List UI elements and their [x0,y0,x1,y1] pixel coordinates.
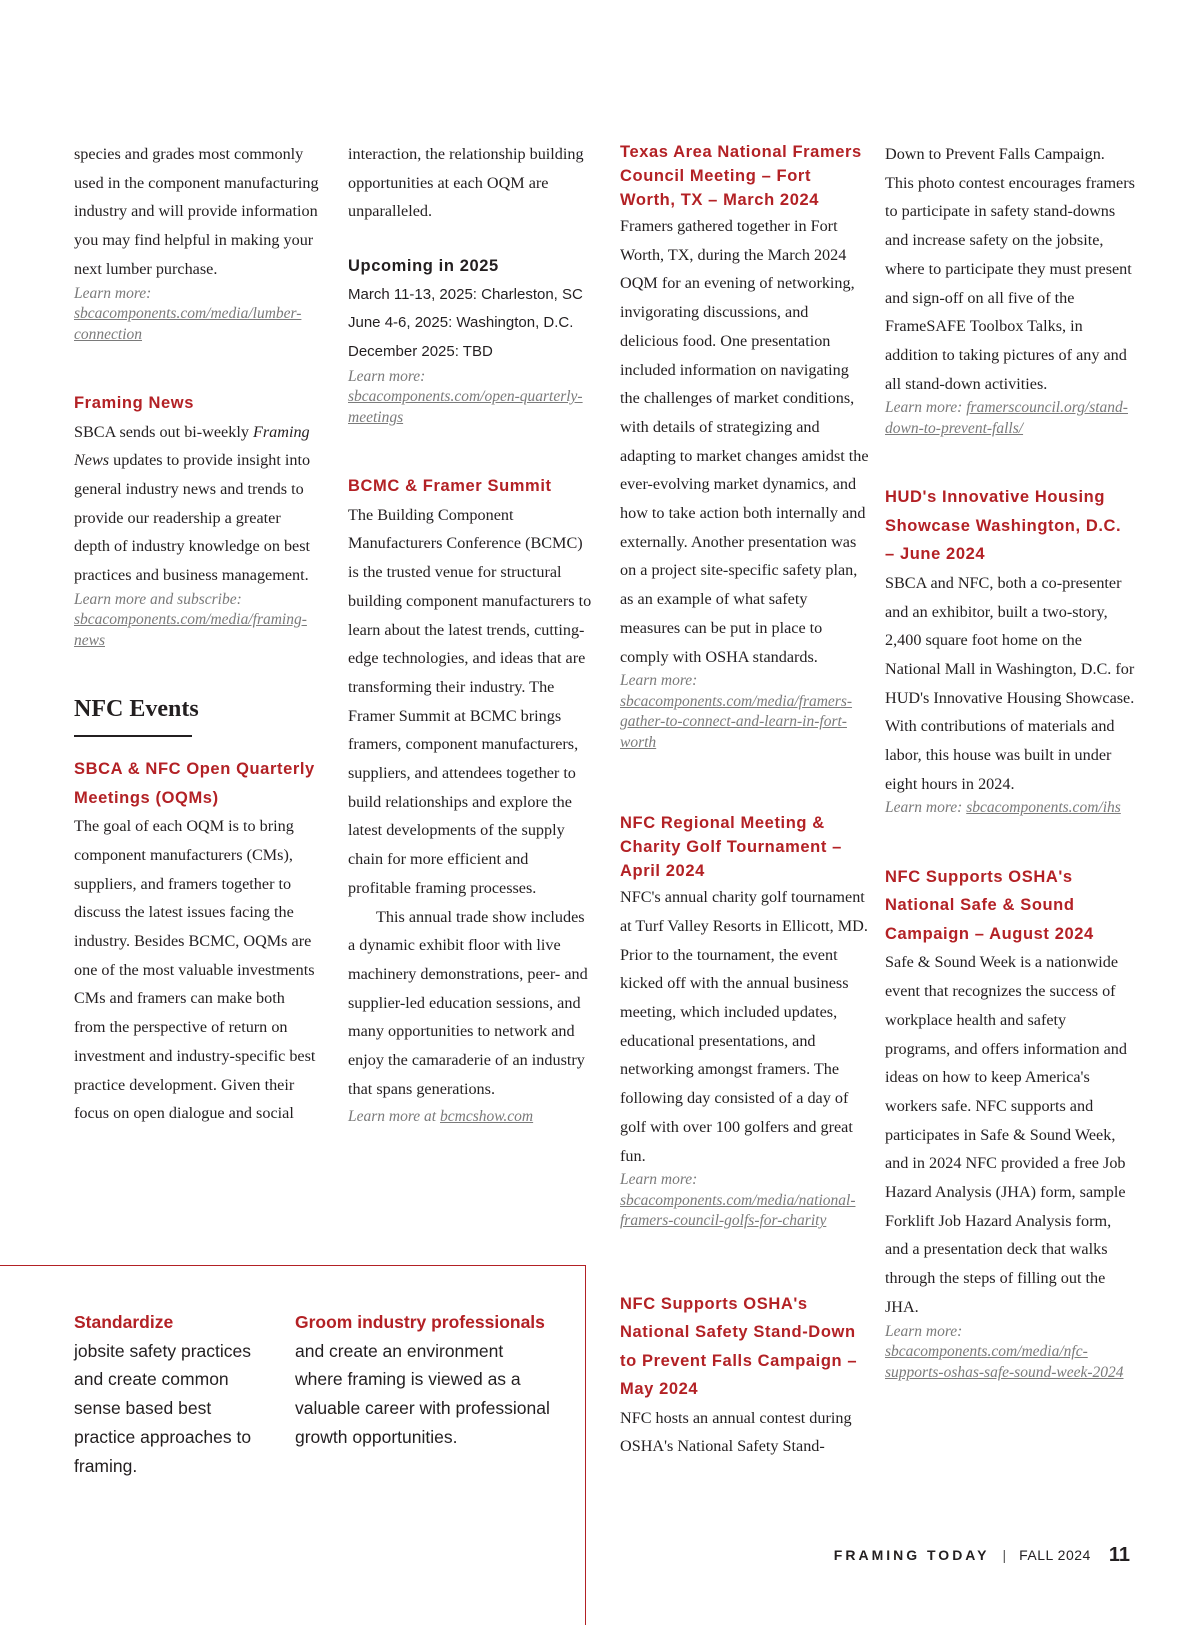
column-2 [348,140,593,1128]
standdown-learn-more [885,398,1135,439]
bcmc-text: The Building Component Manufacturers Conference (BCMC) is the trusted venue for structural building component manufacturers to learn about the latest trends, cutting-edge technologies, and ideas that are transforming their industry. The Framer Summit at BCMC brings framers, component manufacturers, suppliers, and attendees together to build relationships and explore the latest developments of the supply chain for more efficient and profitable framing processes. [348,505,592,897]
texas-learn-more [620,671,870,753]
callout-text: and create an environment where framing is viewed as a valuable career with professional growth opportunities. [295,1340,550,1447]
page-number: 11 [1108,1543,1130,1566]
standdown-link[interactable]: framerscouncil.org/stand-down-to-prevent-falls/ [885,399,1128,437]
callout-item-groom [295,1308,555,1452]
golf-tournament-link[interactable]: sbcacomponents.com/media/national-framers-council-golfs-for-charity [620,1191,856,1230]
bcmc-text-2: This annual trade show includes a dynamic exhibit floor with live machinery demonstrations, peer- and supplier-led education sessions, and many opportunities to network and enjoy the camaraderie of an industry that spans generations. [348,907,588,1098]
hud-learn-more [885,798,1135,819]
learn-more-label: Learn more: [885,399,967,417]
safe-sound-heading: NFC Supports OSHA's National Safe & Sound Campaign – August 2024 [885,867,1094,943]
texas-meeting-link[interactable]: sbcacomponents.com/media/framers-gather-to-connect-and-learn-in-fort-worth [620,692,853,751]
callout-text: jobsite safety practices and create common sense based best practice approaches to framing. [74,1340,252,1476]
upcoming-item: December 2025: TBD [348,343,493,361]
hud-showcase-text: SBCA and NFC, both a co-presenter and an exhibitor, built a two-story, 2,400 square foot home on the National Mall in Washington, D.C. for HUD's Innovative Housing Showcase. With contributions of materials and labor, this house was built in under eight hours in 2024. [885,573,1135,793]
safe-sound-link[interactable]: sbcacomponents.com/media/nfc-supports-oshas-safe-sound-week-2024 [885,1343,1124,1381]
upcoming-heading: Upcoming in 2025 [348,257,499,276]
nfc-events-title: NFC Events [74,695,192,737]
callout-heading: Groom industry professionals [295,1312,545,1332]
learn-more-label: Learn more: [74,284,152,302]
learn-more-label: Learn more: [348,367,426,385]
magazine-name: FRAMING TODAY [833,1547,990,1563]
learn-more-label: Learn more: [885,799,967,817]
callout-heading: Standardize [74,1312,174,1332]
learn-more-label: Learn more: [620,672,698,690]
issue-label: FALL 2024 [1019,1547,1091,1563]
lumber-connection-text: species and grades most commonly used in the component manufacturing industry and will provide information you may find helpful in making your next lumber purchase. [74,145,319,278]
callout-item-standardize [74,1308,274,1480]
oqm-text: The goal of each OQM is to bring component manufacturers (CMs), suppliers, and framers together to discuss the latest issues facing the industry. Besides BCMC, OQMs are one of the most valuable investments CMs and framers can make both from the perspective of return on investment and industry-specific best practice development. Given their focus on open dialogue and social [74,817,316,1123]
safe-sound-text: Safe & Sound Week is a nationwide event that recognizes the success of workplace health and safety programs, and offers information and ideas on how to keep America's workers safe. NFC supports and participates in Safe & Sound Week, and in 2024 NFC provided a free Job Hazard Analysis (JHA) form, sample Forklift Job Hazard Analysis form, and a presentation deck that walks through the steps of filling out the JHA. [885,953,1127,1316]
texas-meeting-text: Framers gathered together in Fort Worth, TX, during the March 2024 OQM for an evening of networking, invigorating discussions, and delicious food. One presentation included information on navigating the challenges of market conditions, with details of strategizing and adapting to market changes amidst the ever-evolving market dynamics, and how to take action both internally and externally. Another presentation was on a project site-specific safety plan, as an example of what safety measures can be put in place to comply with OSHA standards. [620,217,869,666]
bcmc-heading: BCMC & Framer Summit [348,477,552,496]
upcoming-item: March 11-13, 2025: Charleston, SC [348,285,583,303]
upcoming-item: June 4-6, 2025: Washington, D.C. [348,314,574,332]
framing-news-learn-more [74,590,319,652]
learn-more-label: Learn more: [620,1171,698,1189]
lumber-connection-link[interactable]: sbcacomponents.com/media/lumber-connection [74,305,302,343]
lumber-learn-more [74,284,319,346]
framing-news-link[interactable]: sbcacomponents.com/media/framing-news [74,611,307,649]
column-1 [74,140,319,1128]
texas-meeting-heading: Texas Area National Framers Council Meeting – Fort Worth, TX – March 2024 [620,143,862,209]
oqm-link[interactable]: sbcacomponents.com/open-quarterly-meetings [348,388,583,426]
column-4 [885,140,1135,1383]
oqm-heading: SBCA & NFC Open Quarterly Meetings (OQMs) [74,760,315,807]
hud-showcase-heading: HUD's Innovative Housing Showcase Washington, D.C. – June 2024 [885,488,1122,564]
column-3 [620,140,870,1461]
standdown-text: NFC hosts an annual contest during OSHA's National Safety Stand- [620,1408,852,1456]
framing-news-heading: Framing News [74,394,194,413]
standdown-heading: NFC Supports OSHA's National Safety Stand-Down to Prevent Falls Campaign – May 2024 [620,1294,858,1399]
page-footer [834,1540,1130,1570]
oqm-text-continued: interaction, the relationship building opportunities at each OQM are unparalleled. [348,145,584,221]
hud-showcase-link[interactable]: sbcacomponents.com/ihs [966,799,1121,817]
safe-sound-learn-more [885,1322,1135,1384]
bcmc-link[interactable]: bcmcshow.com [440,1108,534,1126]
oqm-learn-more [348,367,593,429]
footer-separator: | [1002,1547,1007,1563]
learn-more-label: Learn more and subscribe: [74,590,242,608]
learn-more-label: Learn more at [348,1108,440,1126]
golf-tournament-heading: NFC Regional Meeting & Charity Golf Tournament – April 2024 [620,814,842,881]
framing-news-text: SBCA sends out bi-weekly Framing News updates to provide insight into general industry news and trends to provide our readership a greater depth of industry knowledge on best practices and business management. [74,422,311,585]
golf-tournament-text: NFC's annual charity golf tournament at Turf Valley Resorts in Ellicott, MD. Prior to the tournament, the event kicked off with the annual business meeting, which included updates, educational presentations, and networking amongst framers. The following day consisted of a day of golf with over 100 golfers and great fun. [620,888,868,1165]
golf-learn-more [620,1170,870,1232]
framing-news-italic: Framing News [74,422,310,470]
learn-more-label: Learn more: [885,1322,963,1340]
standdown-text-continued: Down to Prevent Falls Campaign. This photo contest encourages framers to participate in safety stand-downs and increase safety on the jobsite, where to participate they must present and sign-off on all five of the FrameSAFE Toolbox Talks, in addition to taking pictures of any and all stand-down activities. [885,145,1135,393]
bcmc-learn-more [348,1107,593,1128]
